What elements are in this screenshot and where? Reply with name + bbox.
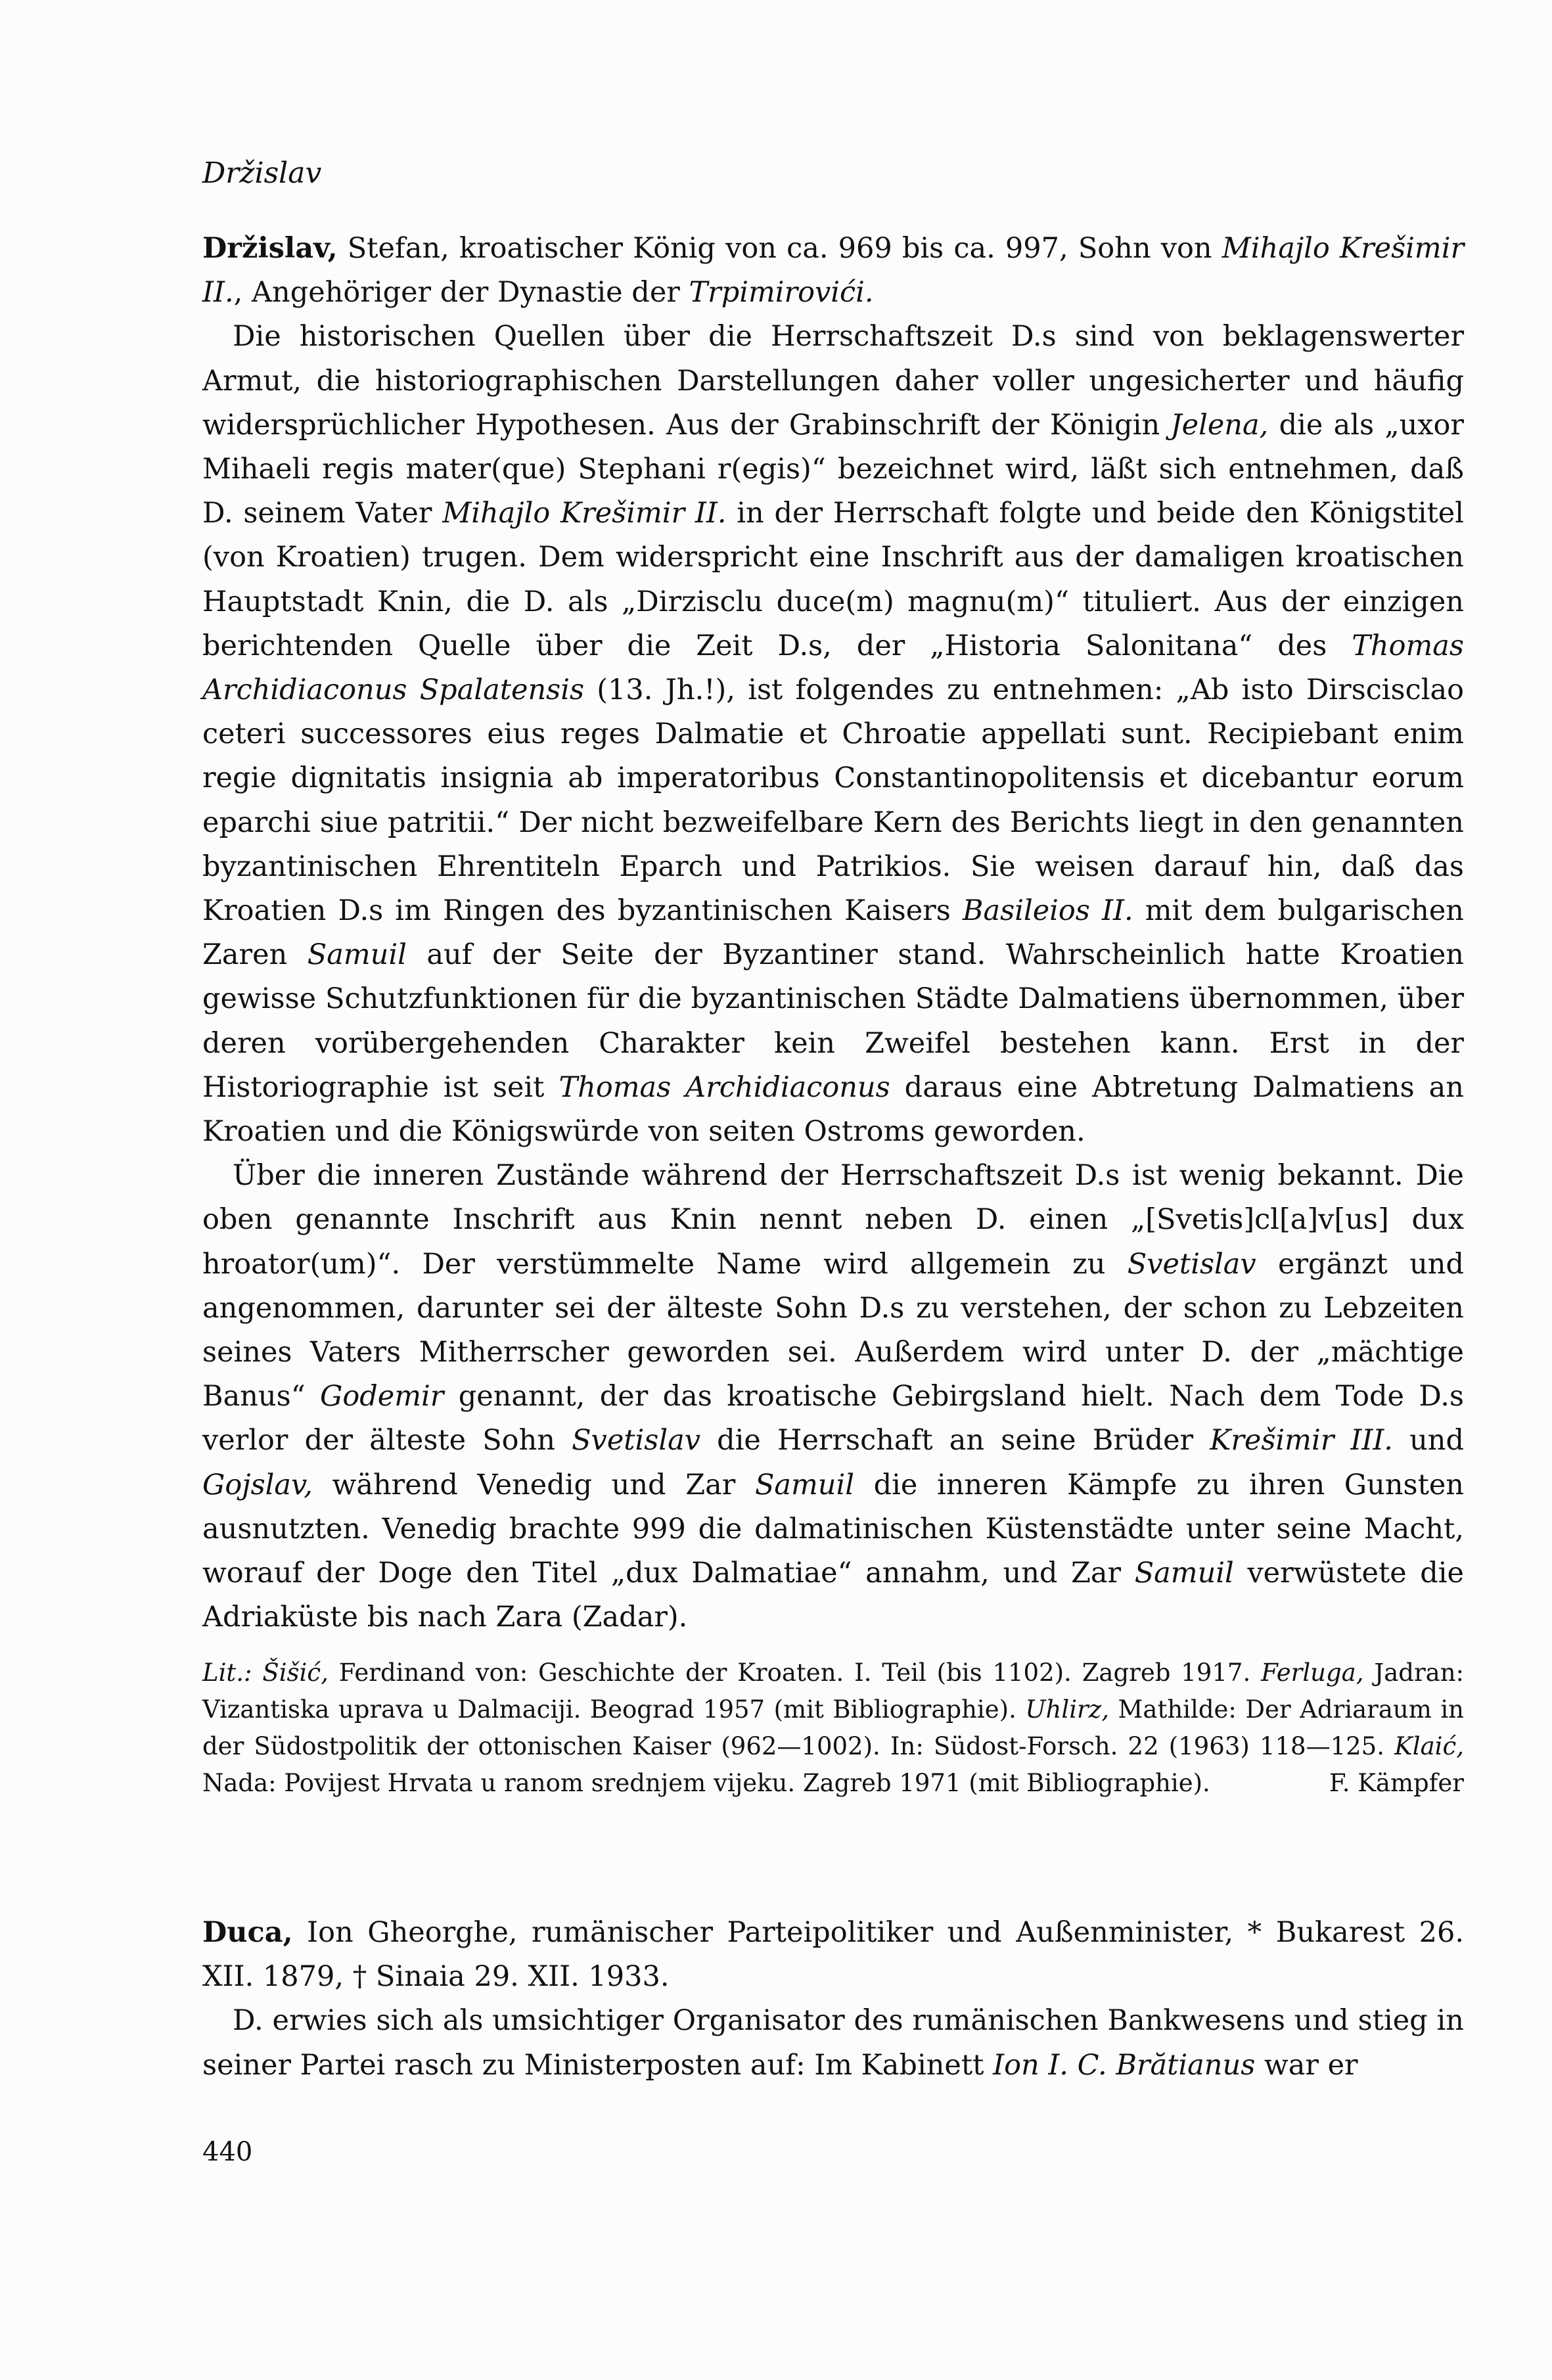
italic-text: Gojslav, [202, 1468, 313, 1501]
paragraph [202, 1154, 1464, 1639]
author-signature: F. Kämpfer [1329, 1768, 1464, 1797]
italic-text: Ferluga, [1261, 1658, 1364, 1687]
text-run: und [1392, 1424, 1464, 1457]
text-run: in der Herrschaft folgte und beide den Königstitel (von Kroatien) trugen. Dem widerspricht eine Inschrift aus der damaligen kroatischen Hauptstadt Knin, die D. als „Dirzisclu duce(m) magnu(m)“ tituliert. Aus der einzigen berichtenden Quelle über die Zeit D.s, der „Historia Salonitana“ des [202, 497, 1464, 662]
italic-text: Svetislav [1127, 1247, 1256, 1281]
text-run: die Herrschaft an seine Brüder [700, 1424, 1210, 1457]
italic-text: Krešimir III. [1210, 1424, 1393, 1457]
running-head: Držislav [202, 156, 322, 190]
text-run: Ferdinand von: Geschichte der Kroaten. I. Teil (bis 1102). Zagreb 1917. [328, 1658, 1262, 1687]
entry-header [202, 227, 1464, 315]
text-run: die inneren Kämpfe zu ihren Gunsten ausnutzten. Venedig brachte 999 die dalmatinischen Küstenstädte unter seine Macht, worauf der Doge den Titel „dux Dalmatiae“ annahm, und Zar [202, 1468, 1464, 1590]
text-run: auf der Seite der Byzantiner stand. Wahrscheinlich hatte Kroatien gewisse Schutzfunktionen für die byzantinischen Städte Dalmatiens übernommen, über deren vorübergehenden Charakter kein Zweifel bestehen kann. Erst in der Historiographie ist seit [202, 938, 1464, 1104]
entry-body [202, 227, 1464, 1640]
text-run: Stefan, kroatischer König von ca. 969 bis ca. 997, Sohn von [337, 232, 1222, 265]
text-run: , Angehöriger der Dynastie der [233, 276, 689, 309]
literature-block [202, 1655, 1464, 1802]
italic-text: Lit.: Šišić, [202, 1658, 329, 1687]
entry-body [202, 1911, 1464, 2088]
text-run: daraus eine Abtretung Dalmatiens an Kroatien und die Königswürde von seiten Ostroms geworden. [202, 1070, 1464, 1149]
italic-text: Mihajlo Krešimir II. [202, 232, 1464, 309]
text-run: Jadran: Vizantiska uprava u Dalmaciji. Beograd 1957 (mit Bibliographie). [202, 1658, 1464, 1724]
italic-text: Mihajlo Krešimir II. [442, 497, 727, 530]
italic-text: Jelena, [1170, 408, 1269, 442]
text-run: während Venedig und Zar [312, 1468, 755, 1501]
entry-header [202, 1911, 1464, 1999]
text-run: Mathilde: Der Adriaraum in der Südostpolitik der ottonischen Kaiser (962—1002). In: Südost-Forsch. 22 (1963) 118—125. [202, 1695, 1464, 1760]
text-run: D. erwies sich als umsichtiger Organisator des rumänischen Bankwesens und stieg in seiner Partei rasch zu Ministerposten auf: Im Kabinett [202, 2004, 1464, 2082]
text-run: die als „uxor Mihaeli regis mater(que) Stephani r(egis)“ bezeichnet wird, läßt sich entnehmen, daß D. seinem Vater [202, 408, 1464, 530]
text-run: mit dem bulgarischen Zaren [202, 894, 1464, 972]
italic-text: Samuil [754, 1468, 855, 1501]
italic-text: Thomas Archidiaconus Spalatensis [202, 629, 1464, 707]
header-parts [202, 1916, 1464, 1993]
text-run: genannt, der das kroatische Gebirgsland hielt. Nach dem Tode D.s verlor der älteste Sohn [202, 1380, 1464, 1457]
text-run: Die historischen Quellen über die Herrschaftszeit D.s sind von beklagenswerter Armut, die historiographischen Darstellungen daher voller ungesicherter und häufig widersprüchlicher Hypothesen. Aus der Grabinschrift der Königin [202, 320, 1464, 442]
italic-text: Samuil [1134, 1557, 1234, 1590]
text-run: (13. Jh.!), ist folgendes zu entnehmen: „Ab isto Dirscisclao ceteri successores eius reges Dalmatie et Chroatie appellati sunt. Recipiebant enim regie dignitatis insignia ab imperatoribus Constantinopolitensis et dicebantur eorum eparchi siue patritii.“ Der nicht bezweifelbare Kern des Berichts liegt in den genannten byzantinischen Ehrentiteln Eparch und Patrikios. Sie weisen darauf hin, daß das Kroatien D.s im Ringen des byzantinischen Kaisers [202, 674, 1464, 928]
italic-text: Thomas Archidiaconus [559, 1070, 890, 1104]
italic-text: Samuil [307, 938, 407, 972]
entry-duca [202, 1911, 1464, 2088]
text-run: war er [1255, 2048, 1358, 2082]
text-run: verwüstete die Adriaküste bis nach Zara (Zadar). [202, 1557, 1464, 1634]
italic-text: Klaić, [1394, 1731, 1464, 1760]
italic-text: Godemir [320, 1380, 444, 1413]
text-run: Nada: Povijest Hrvata u ranom srednjem vijeku. Zagreb 1971 (mit Bibliographie). [202, 1768, 1210, 1797]
headword: Duca, [202, 1916, 293, 1949]
paragraph [202, 1999, 1464, 2087]
entry-drzislav [202, 227, 1464, 1802]
header-parts [202, 232, 1464, 309]
italic-text: Trpimirovići. [689, 276, 874, 309]
text-run: Ion Gheorghe, rumänischer Parteipolitiker und Außenminister, * Bukarest 26. XII. 1879, † Sinaia 29. XII. 1933. [202, 1916, 1464, 1994]
text-run: ergänzt und angenommen, darunter sei der älteste Sohn D.s zu verstehen, der schon zu Lebzeiten seines Vaters Mitherrscher geworden sei. Außerdem wird unter D. der „mächtige Banus“ [202, 1247, 1465, 1413]
text-run: Über die inneren Zustände während der Herrschaftszeit D.s ist wenig bekannt. Die oben genannte Inschrift aus Knin nennt neben D. einen „[Svetis]cl[a]v[us] dux hroator(um)“. Der verstümmelte Name wird allgemein zu [202, 1159, 1464, 1281]
italic-text: Uhlirz, [1025, 1695, 1109, 1724]
paragraph [202, 315, 1464, 1154]
italic-text: Basileios II. [962, 894, 1133, 928]
headword: Držislav, [202, 232, 338, 265]
italic-text: Svetislav [572, 1424, 701, 1457]
italic-text: Ion I. C. Brătianus [993, 2048, 1256, 2082]
page-number: 440 [202, 2137, 253, 2167]
